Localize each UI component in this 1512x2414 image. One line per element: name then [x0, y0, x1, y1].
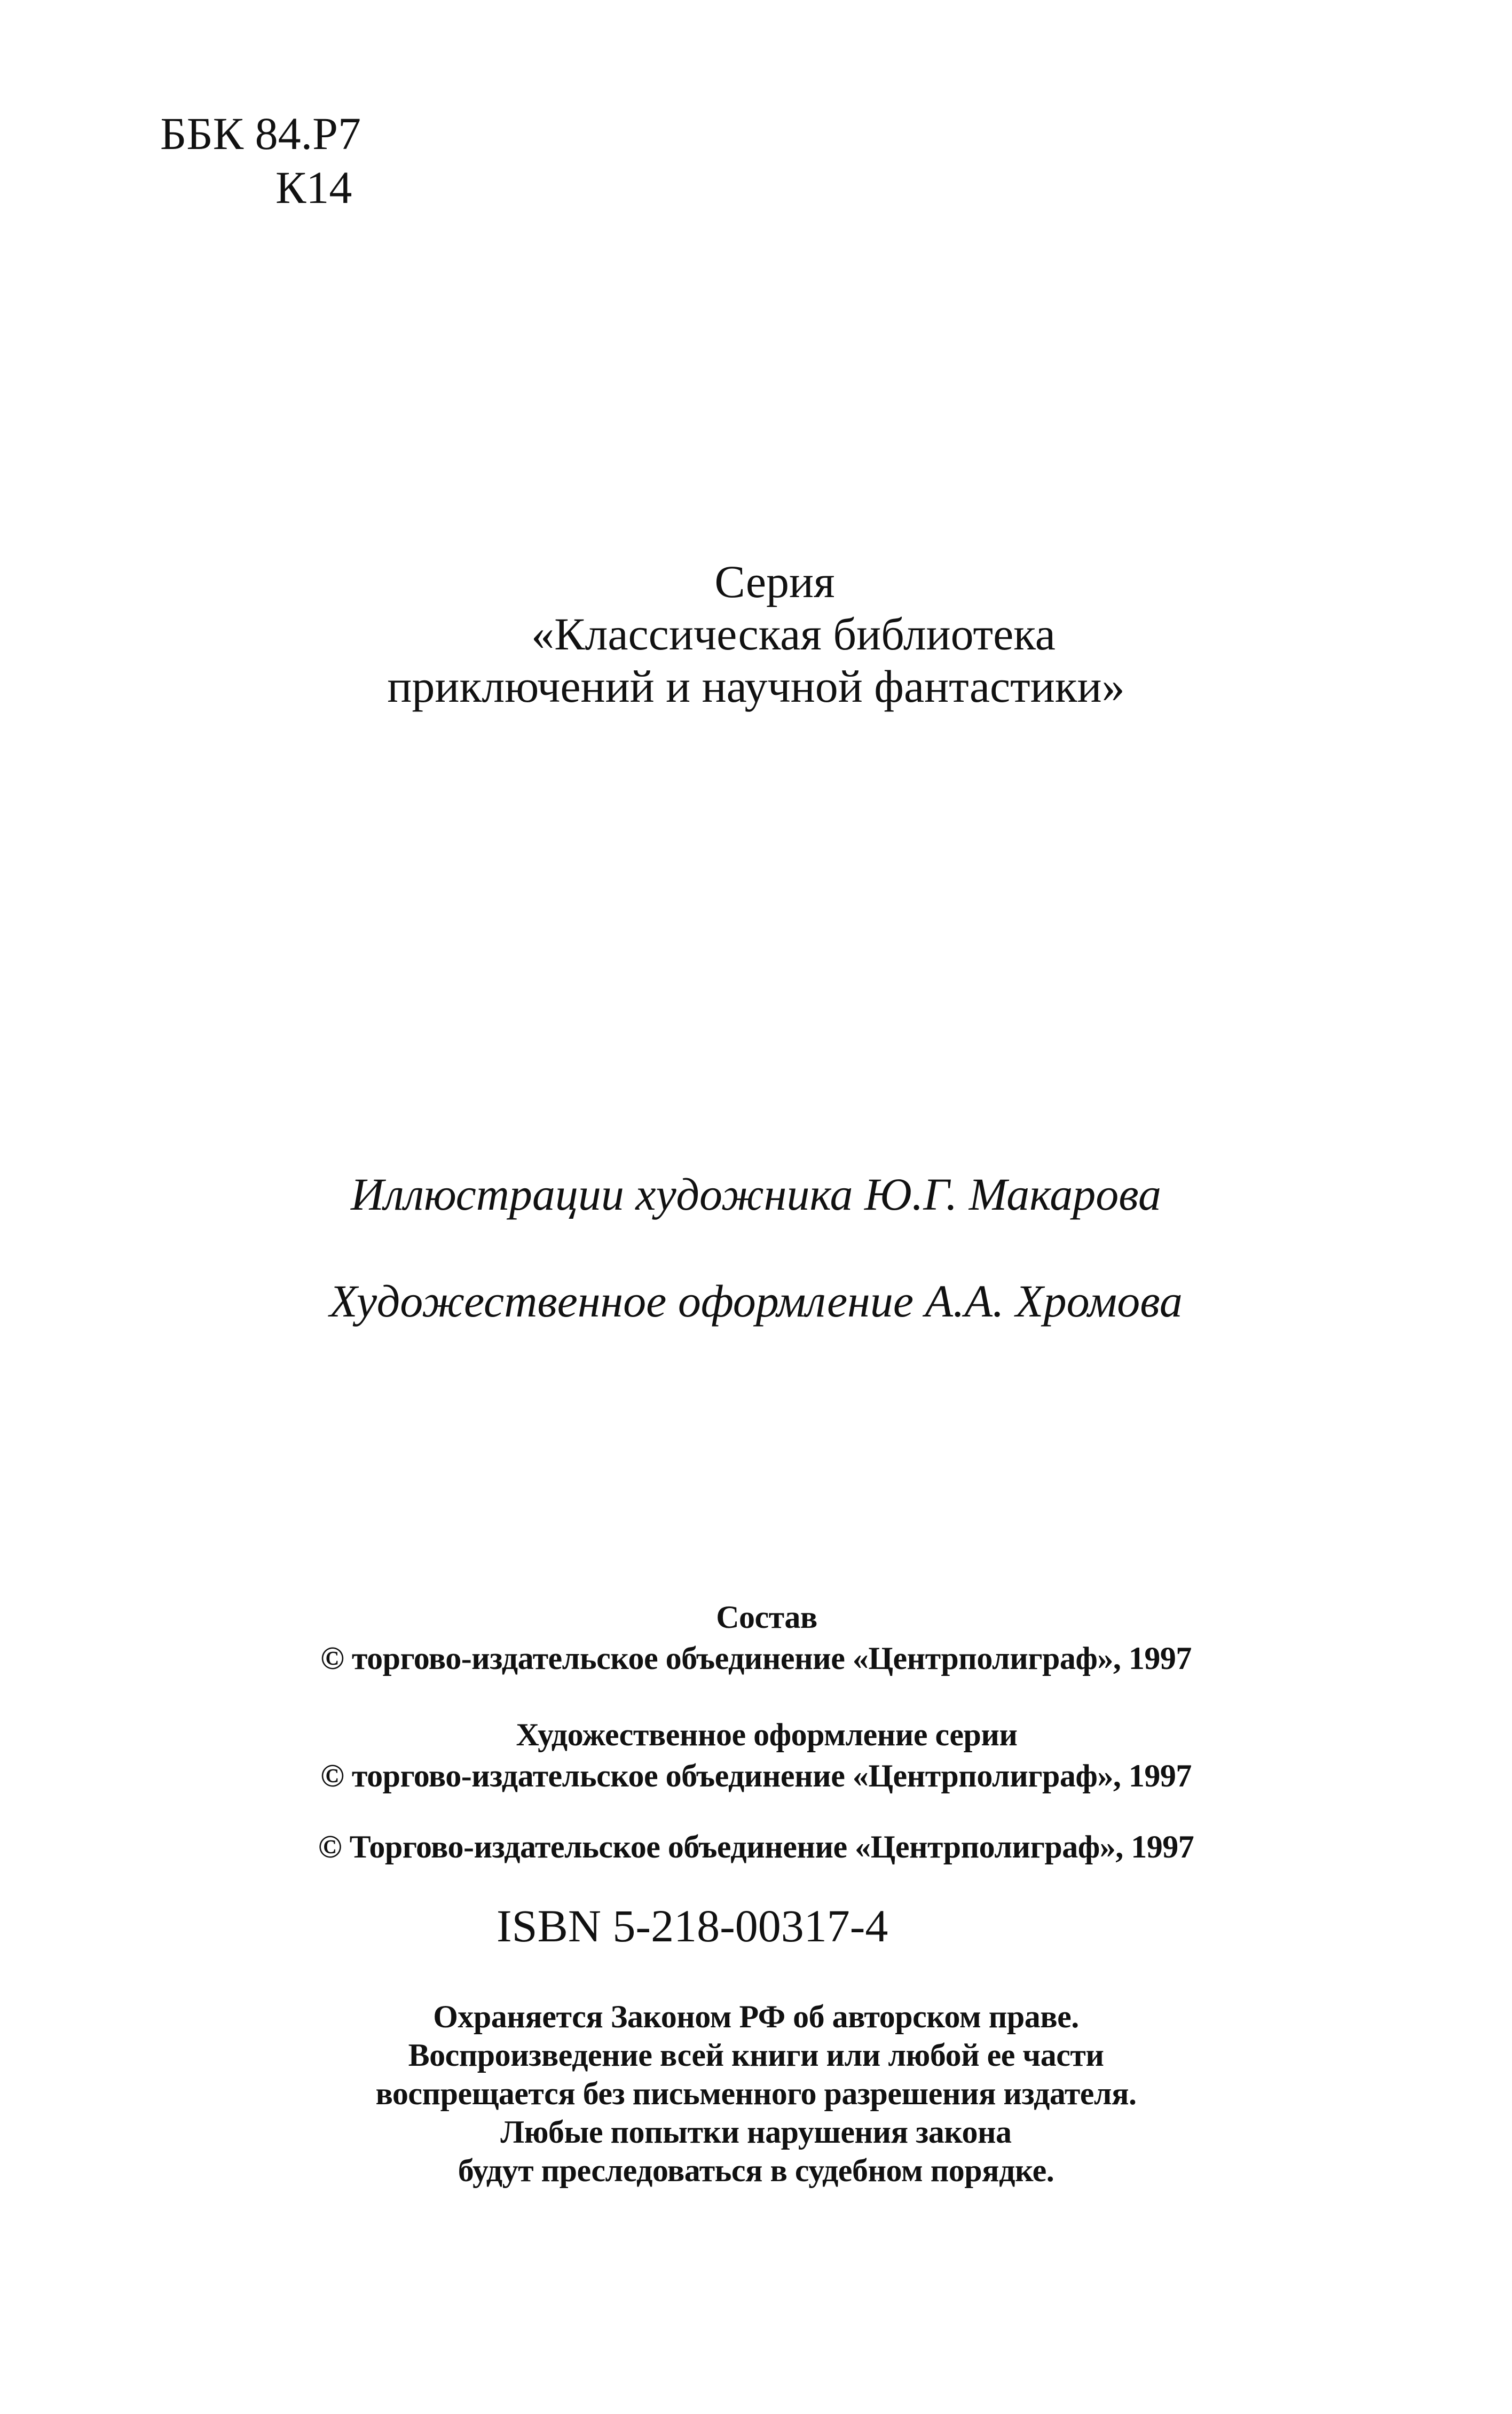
publisher-copyright: [0, 1827, 1512, 1868]
illustrations-credit: Иллюстрации художника Ю.Г. Макарова: [350, 1169, 1162, 1220]
author-mark: К14: [275, 162, 352, 214]
series-name-line-2: приключений и научной фантастики»: [387, 661, 1125, 712]
publisher-copyright-line: © Торгово-издательское объединение «Центрполиграф», 1997: [318, 1829, 1194, 1864]
notice-line-2: Воспроизведение всей книги или любой ее части: [408, 2037, 1104, 2073]
classification-block: [160, 107, 361, 215]
composition-copyright-line: © торгово-издательское объединение «Центрполиграф», 1997: [320, 1640, 1192, 1676]
notice-line-4: Любые попытки нарушения закона: [500, 2114, 1012, 2150]
notice-line-1: Охраняется Законом РФ об авторском праве.: [433, 1999, 1079, 2034]
legal-notice: [0, 1997, 1512, 2190]
composition-copyright: [0, 1597, 1512, 1679]
art-design-credit: Художественное оформление А.А. Хромова: [329, 1275, 1183, 1327]
series-design-copyright-line: © торгово-издательское объединение «Центрполиграф», 1997: [320, 1758, 1192, 1793]
bbk-code: ББК 84.Р7: [160, 108, 361, 159]
composition-heading: Состав: [716, 1600, 817, 1635]
notice-line-3: воспрещается без письменного разрешения издателя.: [375, 2076, 1137, 2111]
isbn: ISBN 5-218-00317-4: [497, 1900, 888, 1951]
series-block: [0, 555, 1512, 712]
series-design-heading: Художественное оформление серии: [516, 1717, 1018, 1752]
notice-line-5: будут преследоваться в судебном порядке.: [458, 2153, 1054, 2188]
series-design-copyright: [0, 1714, 1512, 1797]
series-label: Серия: [714, 556, 835, 607]
series-name-line-1: «Классическая библиотека: [531, 608, 1056, 660]
